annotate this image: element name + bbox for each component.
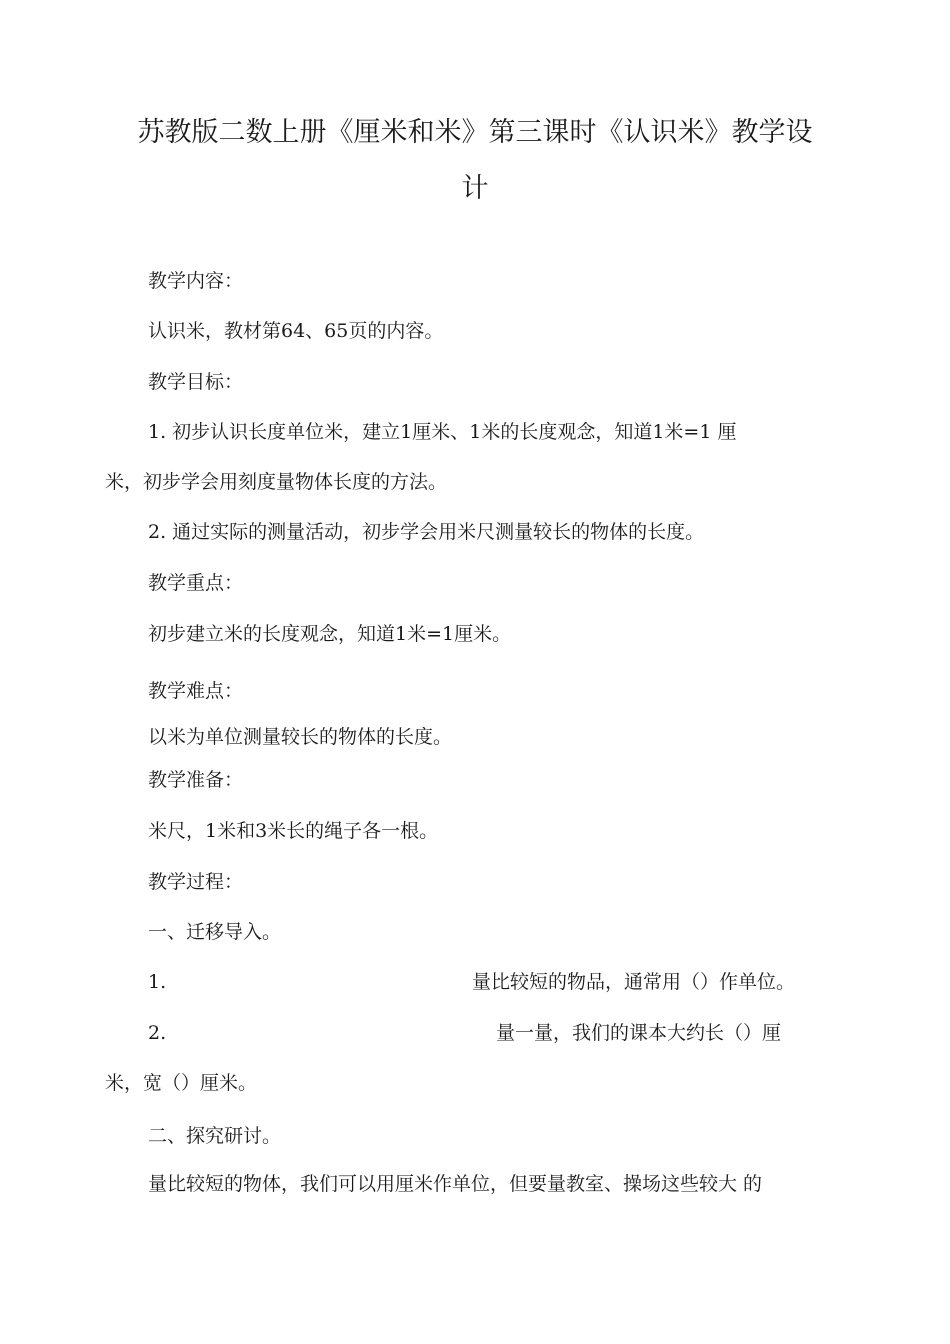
process-heading: 教学过程： — [148, 871, 244, 893]
section-2-text: 量比较短的物体，我们可以用厘米作单位，但要量教室、操场这些较大 的 — [148, 1173, 763, 1195]
objectives-heading: 教学目标： — [148, 371, 244, 393]
objective-2: 2. 通过实际的测量活动，初步学会用米尺测量较长的物体的长度。 — [148, 521, 705, 543]
difficulty-text: 以米为单位测量较长的物体的长度。 — [148, 726, 453, 748]
title-line-1: 苏教版二数上册《厘米和米》第三课时《认识米》教学设 — [137, 117, 813, 148]
content-text: 认识米，教材第64、65页的内容。 — [148, 320, 444, 342]
document-title — [100, 105, 850, 217]
item-1-number: 1. — [148, 971, 167, 993]
objective-1-line-2: 米，初步学会用刻度量物体长度的方法。 — [105, 471, 448, 493]
preparation-text: 米尺，1米和3米长的绳子各一根。 — [148, 820, 439, 842]
difficulty-heading: 教学难点： — [148, 680, 244, 702]
item-2-number: 2. — [148, 1022, 167, 1044]
section-1-heading: 一、迁移导入。 — [148, 921, 282, 943]
item-2-line-2: 米，宽（）厘米。 — [105, 1072, 258, 1094]
preparation-heading: 教学准备： — [148, 769, 244, 791]
key-points-heading: 教学重点： — [148, 572, 244, 594]
item-2-text: 量一量，我们的课本大约长（）厘 — [496, 1022, 782, 1044]
key-points-text: 初步建立米的长度观念，知道1米=1厘米。 — [148, 623, 512, 645]
content-heading: 教学内容： — [148, 270, 244, 292]
objective-1-line-1: 1. 初步认识长度单位米，建立1厘米、1米的长度观念，知道1米=1 厘 — [148, 421, 737, 443]
section-2-heading: 二、探究研讨。 — [148, 1125, 282, 1147]
title-line-2: 计 — [461, 173, 489, 204]
item-1-text: 量比较短的物品，通常用（）作单位。 — [472, 971, 796, 993]
